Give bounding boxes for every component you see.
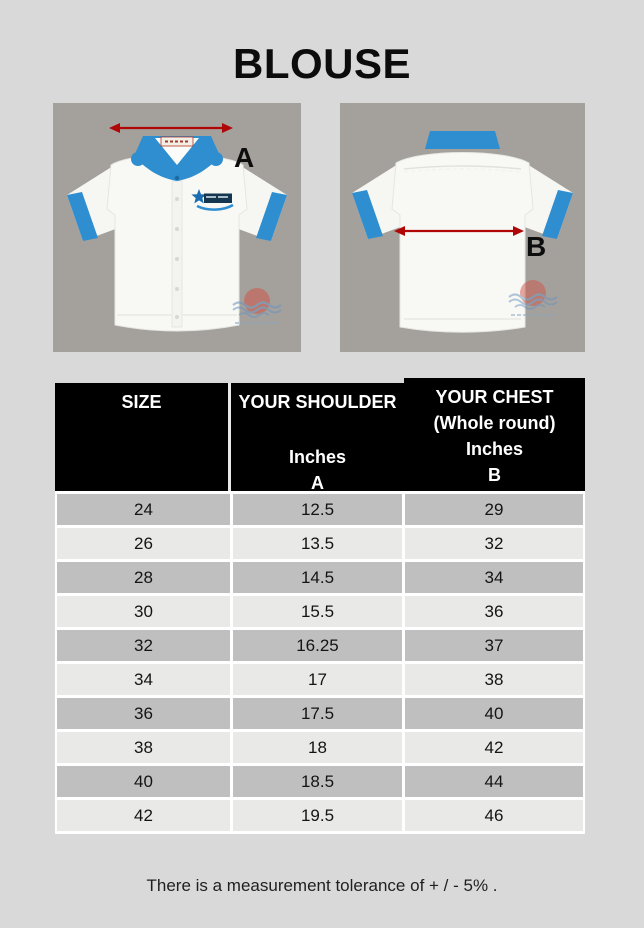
table-row	[57, 800, 583, 834]
sun-over-waves-watermark-icon	[233, 288, 281, 323]
size-cell: 26	[57, 528, 233, 562]
shoulder-cell: 15.5	[233, 596, 405, 630]
chest-cell: 40	[405, 698, 583, 732]
shoulder-cell: 14.5	[233, 562, 405, 596]
size-cell: 32	[57, 630, 233, 664]
size-table-header	[55, 378, 585, 491]
chest-cell: 46	[405, 800, 583, 834]
chest-cell: 42	[405, 732, 583, 766]
page-title: BLOUSE	[232, 40, 411, 87]
tolerance-note: There is a measurement tolerance of + / - 5% .	[146, 876, 498, 895]
table-row	[57, 698, 583, 732]
size-cell: 28	[57, 562, 233, 596]
chest-cell: 34	[405, 562, 583, 596]
shoulder-cell: 17	[233, 664, 405, 698]
header-size: SIZE	[55, 383, 231, 491]
size-cell: 34	[57, 664, 233, 698]
size-cell: 24	[57, 494, 233, 528]
dimension-label-a: A	[234, 142, 255, 173]
table-row	[57, 766, 583, 800]
size-cell: 38	[57, 732, 233, 766]
size-cell: 36	[57, 698, 233, 732]
shoulder-cell: 19.5	[233, 800, 405, 834]
blouse-front-illustration	[53, 103, 301, 352]
chest-cell: 32	[405, 528, 583, 562]
chest-cell: 37	[405, 630, 583, 664]
size-cell: 40	[57, 766, 233, 800]
back-body	[392, 153, 533, 333]
shoulder-cell: 18.5	[233, 766, 405, 800]
chest-cell: 36	[405, 596, 583, 630]
size-table	[55, 378, 585, 834]
chest-cell: 38	[405, 664, 583, 698]
size-table-body	[55, 491, 585, 834]
table-row	[57, 494, 583, 528]
table-row	[57, 732, 583, 766]
table-row	[57, 630, 583, 664]
table-row	[57, 528, 583, 562]
size-cell: 30	[57, 596, 233, 630]
chest-cell: 29	[405, 494, 583, 528]
chest-cell: 44	[405, 766, 583, 800]
shoulder-cell: 13.5	[233, 528, 405, 562]
shoulder-cell: 12.5	[233, 494, 405, 528]
blouse-front-photo	[53, 103, 301, 352]
blouse-back-illustration	[340, 103, 585, 352]
table-row	[57, 664, 583, 698]
size-cell: 42	[57, 800, 233, 834]
shoulder-cell: 18	[233, 732, 405, 766]
dimension-label-b: B	[526, 231, 547, 262]
header-shoulder: YOUR SHOULDER Inches A	[231, 383, 404, 491]
blouse-back-photo	[340, 103, 585, 352]
button-placket	[172, 181, 182, 327]
table-row	[57, 596, 583, 630]
header-chest: YOUR CHEST (Whole round) Inches B	[404, 378, 585, 491]
shoulder-cell: 16.25	[233, 630, 405, 664]
blue-collar-band	[425, 131, 500, 149]
shoulder-width-arrow-icon	[109, 123, 233, 133]
table-row	[57, 562, 583, 596]
shoulder-cell: 17.5	[233, 698, 405, 732]
